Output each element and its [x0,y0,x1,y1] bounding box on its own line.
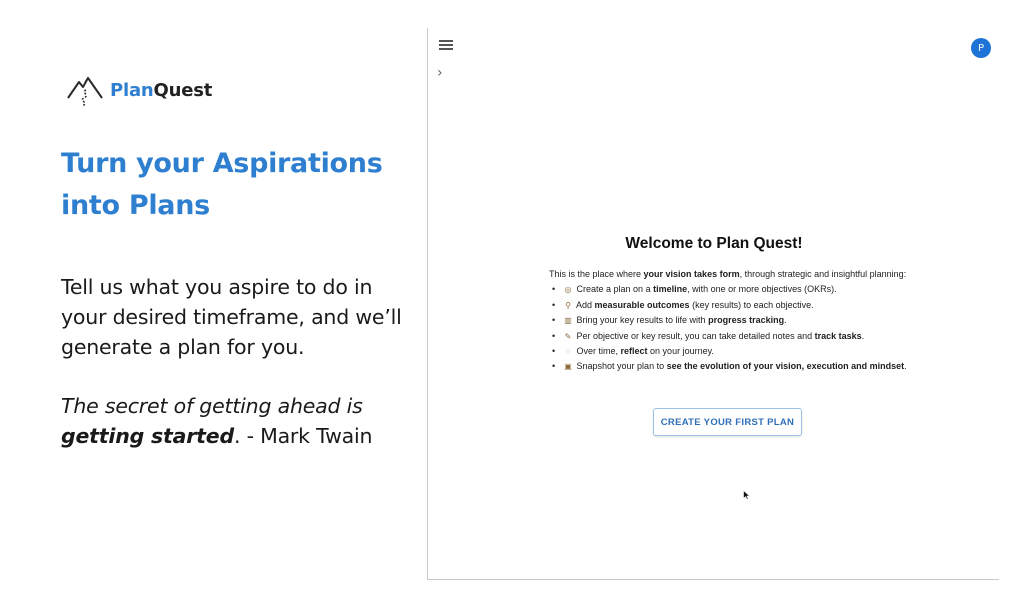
feature-item: • ◌ Over time, reflect on your journey. [549,344,919,359]
feature-item: • ▣ Snapshot your plan to see the evolution of your vision, execution and mindset. [549,359,919,374]
camera-emoji-icon: ▣ [564,362,572,372]
feature-item: • ◎ Create a plan on a timeline, with one or more objectives (OKRs). [549,282,919,297]
feature-list [549,282,919,374]
feature-item: • ▥ Bring your key results to life with progress tracking. [549,313,919,328]
brand-name: PlanQuest [110,79,213,101]
create-first-plan-button[interactable]: CREATE YOUR FIRST PLAN [653,408,802,436]
hero-quote [61,391,411,451]
user-avatar[interactable]: P [971,38,991,58]
quote-attribution: . - Mark Twain [233,424,373,448]
headline-line-1: Turn your Aspirations [61,148,383,179]
feature-item: • ⚲ Add measurable outcomes (key results) to each objective. [549,298,919,313]
target-emoji-icon: ◎ [564,285,572,295]
mountain-logo-icon [66,72,104,108]
quote-italic: The secret of getting ahead is [61,394,363,418]
chevron-right-icon[interactable]: › [437,65,443,81]
memo-emoji-icon: ✎ [564,331,572,341]
thought-bubble-emoji-icon: ◌ [565,347,571,357]
bar-chart-emoji-icon: ▥ [564,316,572,326]
mouse-cursor-icon [743,490,751,500]
headline-line-2: into Plans [61,190,210,221]
hero-headline [61,143,411,227]
welcome-intro: This is the place where your vision takes form, through strategic and insightful planning: [549,269,907,279]
welcome-title: Welcome to Plan Quest! [625,235,803,252]
hero-tagline: Tell us what you aspire to do in your desired timeframe, and we’ll generate a plan for you. [61,275,402,359]
marketing-panel [0,0,420,608]
quote-bold: getting started [61,424,234,448]
feature-item: • ✎ Per objective or key result, you can take detailed notes and track tasks. [549,329,919,344]
welcome-body [549,267,919,375]
brand-logo [66,72,212,108]
magnifier-emoji-icon: ⚲ [565,300,571,310]
app-window [427,28,999,580]
hamburger-menu-icon[interactable] [439,40,453,52]
